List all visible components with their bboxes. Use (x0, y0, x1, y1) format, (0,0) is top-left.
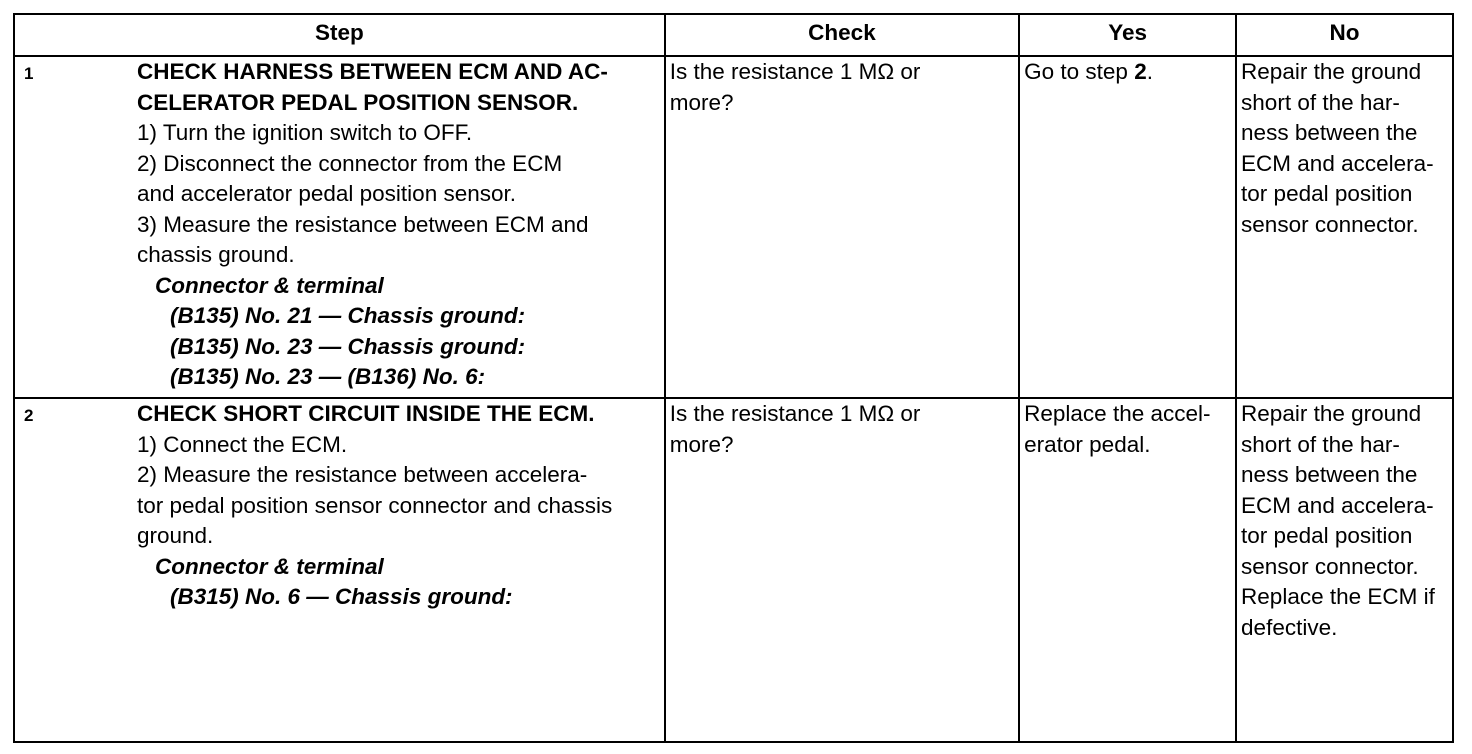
no-line: Repair the ground (1241, 59, 1422, 84)
instruction-line: and accelerator pedal position sensor. (137, 181, 516, 206)
yes-line: erator pedal. (1024, 431, 1151, 457)
check-cell (665, 56, 1019, 398)
connector-terminal: (B135) No. 21 — Chassis ground: (170, 303, 526, 328)
step-cell (14, 56, 665, 398)
header-step: Step (14, 14, 665, 56)
yes-suffix: . (1146, 59, 1153, 84)
yes-cell (1019, 398, 1236, 742)
yes-cell (1019, 56, 1236, 398)
step-number: 1 (24, 64, 34, 83)
table-row (14, 56, 1453, 398)
connector-terminal: (B135) No. 23 — Chassis ground: (170, 333, 526, 359)
step-cell (14, 398, 665, 742)
header-yes: Yes (1019, 14, 1236, 56)
yes-line: Replace the accel- (1024, 401, 1211, 426)
instruction-line: ground. (137, 523, 214, 548)
instruction-line: 2) Measure the resistance between accelera- (137, 462, 588, 487)
check-line: more? (669, 89, 734, 115)
no-line: sensor connector. (1241, 553, 1419, 579)
no-line: Repair the ground (1241, 401, 1422, 426)
no-line: tor pedal position (1241, 523, 1413, 548)
no-line: defective. (1241, 614, 1338, 640)
connector-label: Connector & terminal (155, 272, 384, 298)
no-line: short of the har- (1241, 431, 1400, 457)
instruction-line: 2) Disconnect the connector from the ECM (137, 150, 563, 176)
diagnostic-table (13, 13, 1454, 743)
check-line: Is the resistance 1 MΩ or (669, 401, 921, 426)
header-no: No (1236, 14, 1453, 56)
check-line: Is the resistance 1 MΩ or (669, 59, 921, 84)
instruction-line: 3) Measure the resistance between ECM and (137, 211, 589, 237)
check-line: more? (669, 431, 734, 457)
connector-terminal: (B135) No. 23 — (B136) No. 6: (170, 364, 486, 389)
instruction-line: 1) Turn the ignition switch to OFF. (137, 120, 473, 145)
yes-step-link: 2 (1134, 59, 1147, 84)
no-line: ness between the (1241, 462, 1418, 487)
no-line: sensor connector. (1241, 211, 1419, 237)
no-line: ECM and accelera- (1241, 492, 1434, 518)
step-body (137, 399, 660, 613)
header-check: Check (665, 14, 1019, 56)
yes-prefix: Go to step (1024, 59, 1135, 84)
check-cell (665, 398, 1019, 742)
no-cell (1236, 56, 1453, 398)
instruction-line: tor pedal position sensor connector and chassis (137, 492, 613, 518)
step-title-line: CHECK HARNESS BETWEEN ECM AND AC- (137, 59, 608, 84)
connector-label: Connector & terminal (155, 553, 384, 579)
step-title-line: CHECK SHORT CIRCUIT INSIDE THE ECM. (137, 401, 595, 426)
no-line: ness between the (1241, 120, 1418, 145)
no-line: Replace the ECM if (1241, 584, 1435, 609)
no-line: short of the har- (1241, 89, 1400, 115)
no-cell (1236, 398, 1453, 742)
instruction-line: 1) Connect the ECM. (137, 431, 348, 457)
step-number: 2 (24, 406, 34, 425)
step-title-line: CELERATOR PEDAL POSITION SENSOR. (137, 89, 579, 115)
connector-terminal: (B315) No. 6 — Chassis ground: (170, 584, 513, 609)
step-body (137, 57, 660, 393)
header-row (14, 14, 1453, 56)
no-line: tor pedal position (1241, 181, 1413, 206)
table-row (14, 398, 1453, 742)
instruction-line: chassis ground. (137, 242, 295, 267)
no-line: ECM and accelera- (1241, 150, 1434, 176)
yes-text (1024, 57, 1231, 88)
